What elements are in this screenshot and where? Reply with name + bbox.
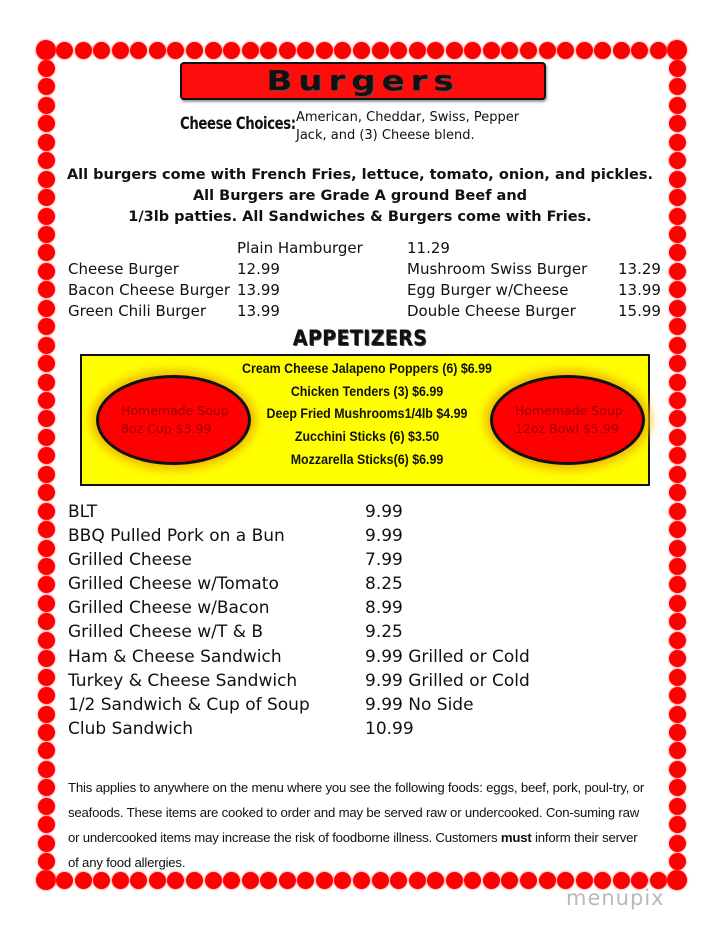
border-dot [38,355,55,372]
border-dot [669,613,686,630]
menu-item-name: Mushroom Swiss Burger [407,260,588,278]
border-dot [38,134,55,151]
menu-item-price: 9.99 No Side [365,695,474,715]
border-dot [149,42,166,59]
border-dot [38,392,55,409]
menu-item-price: 9.99 Grilled or Cold [365,671,530,691]
border-dot [260,42,277,59]
menu-item-price: 8.25 [365,574,403,594]
border-dot [38,429,55,446]
border-dot [38,595,55,612]
border-dot [38,503,55,520]
border-dot [669,97,686,114]
border-dot [38,779,55,796]
cheese-line: Jack, and (3) Cheese blend. [296,128,475,143]
border-dot [38,300,55,317]
border-dot [38,115,55,132]
border-dot [334,42,351,59]
border-dot [650,42,667,59]
border-dot [669,189,686,206]
border-dot [669,392,686,409]
border-dot [669,171,686,188]
appetizer-item: Cream Cheese Jalapeno Poppers (6) $6.99 [242,361,492,376]
border-dot [38,226,55,243]
border-dot [576,42,593,59]
border-dot [520,42,537,59]
disclaimer-emphasis: must [500,830,532,845]
border-dot [205,42,222,59]
border-dot [38,835,55,852]
menu-item-price: 12.99 [237,260,280,278]
menu-item-name: Grilled Cheese w/T & B [68,622,264,642]
border-dot [669,742,686,759]
menu-item-name: Turkey & Cheese Sandwich [68,671,298,691]
border-dot [669,60,686,77]
menu-item-price: 11.29 [407,239,450,257]
border-dot [38,669,55,686]
menu-item-price: 8.99 [365,598,403,618]
border-dot [112,42,129,59]
border-dot [167,42,184,59]
border-dot [372,42,389,59]
appetizers-panel [80,354,650,486]
appetizer-item: Zucchini Sticks (6) $3.50 [294,429,440,444]
border-dot [38,263,55,280]
border-dot [186,42,203,59]
cheese-line: American, Cheddar, Swiss, Pepper [296,110,520,125]
border-dot [669,226,686,243]
border-dot [36,40,56,60]
border-dot [669,484,686,501]
border-dot [38,613,55,630]
border-dot [38,208,55,225]
border-dot [669,816,686,833]
border-dot [669,595,686,612]
border-dot [669,281,686,298]
border-dot [38,632,55,649]
border-dot [667,870,687,890]
border-dot [38,97,55,114]
border-dot [316,42,333,59]
border-dot [409,42,426,59]
border-dot [38,281,55,298]
border-dot [279,42,296,59]
border-dot [38,798,55,815]
menu-item-price: 15.99 [618,302,661,320]
border-dot [38,60,55,77]
border-dot [38,171,55,188]
border-dot [38,447,55,464]
border-dot [38,410,55,427]
border-dot [669,410,686,427]
border-dot [75,42,92,59]
appetizer-item: Mozzarella Sticks(6) $6.99 [290,452,444,467]
burger-intro [60,165,660,228]
menu-item-name: Double Cheese Burger [407,302,576,320]
menu-item-price: 13.99 [237,281,280,299]
cheese-choices-list [296,109,556,145]
border-dot [669,687,686,704]
border-dot [130,42,147,59]
menu-item-name: Green Chili Burger [68,302,207,320]
border-dot [38,816,55,833]
border-dot [669,78,686,95]
cheese-choices-label: Cheese Choices: [180,114,296,134]
border-dot [669,263,686,280]
border-dot [669,447,686,464]
menu-item-name: BLT [68,502,98,522]
border-dot [594,42,611,59]
disclaimer-text: inform their server of any food allergies. [68,830,638,870]
border-dot [390,42,407,59]
border-dot [93,42,110,59]
border-dot [669,576,686,593]
border-dot [669,761,686,778]
section-title-banner [180,62,546,100]
border-dot [669,798,686,815]
menu-item-price: 9.25 [365,622,403,642]
menu-item-price: 9.99 [365,502,403,522]
border-dot [669,429,686,446]
border-dot [669,558,686,575]
menu-item-price: 13.29 [618,260,661,278]
border-dot [36,870,56,890]
border-dot [669,355,686,372]
menu-item-name: Grilled Cheese w/Bacon [68,598,270,618]
border-dot [38,650,55,667]
border-dot [464,42,481,59]
menu-item-name: Bacon Cheese Burger [68,281,231,299]
soup-price: 8oz Cup $3.99 [121,421,212,436]
border-dot [38,761,55,778]
border-dot [669,669,686,686]
border-dot [669,115,686,132]
menu-item-price: 13.99 [237,302,280,320]
border-dot [539,42,556,59]
border-dot [38,152,55,169]
border-dot [56,42,73,59]
border-dot [669,521,686,538]
menu-item-price: 13.99 [618,281,661,299]
menu-item-price: 7.99 [365,550,403,570]
border-dot [38,706,55,723]
border-dot [669,706,686,723]
border-dot [38,558,55,575]
border-dot [353,42,370,59]
menu-item-name: Cheese Burger [68,260,179,278]
menu-item-price: 10.99 [365,719,414,739]
border-dot [38,742,55,759]
border-dot [667,40,687,60]
border-dot [297,42,314,59]
border-dot [669,503,686,520]
border-dot [38,78,55,95]
soup-label: Homemade Soup [515,403,623,418]
menu-item-name: Egg Burger w/Cheese [407,281,569,299]
intro-line: All burgers come with French Fries, lettuce, tomato, onion, and pickles. [66,167,654,183]
intro-line: All Burgers are Grade A ground Beef and [192,188,528,204]
border-dot [501,42,518,59]
soup-label: Homemade Soup [121,403,229,418]
soup-price: 12oz Bowl $5.99 [515,421,619,436]
border-dot [38,687,55,704]
border-dot [38,724,55,741]
disclaimer-text: This applies to anywhere on the menu where you see the following foods: eggs, beef, pork, poul-try, or seafoods. These items are cooked to order and may be served raw or undercooked. Con-suming raw or undercooked items may increase the risk of foodborne illness. Customers [68,780,645,845]
border-dot [38,853,55,870]
border-dot [427,42,444,59]
menupix-watermark: menupix [566,886,665,910]
appetizer-item: Deep Fried Mushrooms1/4lb $4.99 [266,406,468,421]
border-dot [557,42,574,59]
appetizers-heading: APPETIZERS [292,326,428,350]
border-dot [669,853,686,870]
border-dot [38,374,55,391]
border-dot [242,42,259,59]
menu-item-name: Ham & Cheese Sandwich [68,647,282,667]
border-dot [669,540,686,557]
border-dot [38,244,55,261]
border-dot [669,300,686,317]
border-dot [38,466,55,483]
menu-item-price: 9.99 Grilled or Cold [365,647,530,667]
border-dot [669,724,686,741]
menu-item-name: Grilled Cheese [68,550,192,570]
border-dot [613,42,630,59]
border-dot [669,650,686,667]
border-dot [669,244,686,261]
border-dot [38,484,55,501]
menu-item-name: BBQ Pulled Pork on a Bun [68,526,285,546]
border-dot [669,835,686,852]
appetizer-item: Chicken Tenders (3) $6.99 [290,384,444,399]
food-safety-disclaimer [68,775,648,875]
menu-item-name: Grilled Cheese w/Tomato [68,574,279,594]
border-dot [223,42,240,59]
border-dot [483,42,500,59]
border-dot [38,576,55,593]
section-title: Burgers [266,64,460,98]
menu-item-name: 1/2 Sandwich & Cup of Soup [68,695,310,715]
menu-item-name: Plain Hamburger [237,239,363,257]
intro-line: 1/3lb patties. All Sandwiches & Burgers come with Fries. [128,209,592,225]
border-dot [38,189,55,206]
border-dot [669,152,686,169]
menu-item-name: Club Sandwich [68,719,194,739]
border-dot [446,42,463,59]
border-dot [38,521,55,538]
border-dot [669,779,686,796]
border-dot [669,632,686,649]
border-dot [669,134,686,151]
menu-item-price: 9.99 [365,526,403,546]
border-dot [669,374,686,391]
border-dot [669,466,686,483]
border-dot [669,208,686,225]
border-dot [38,540,55,557]
border-dot [631,42,648,59]
